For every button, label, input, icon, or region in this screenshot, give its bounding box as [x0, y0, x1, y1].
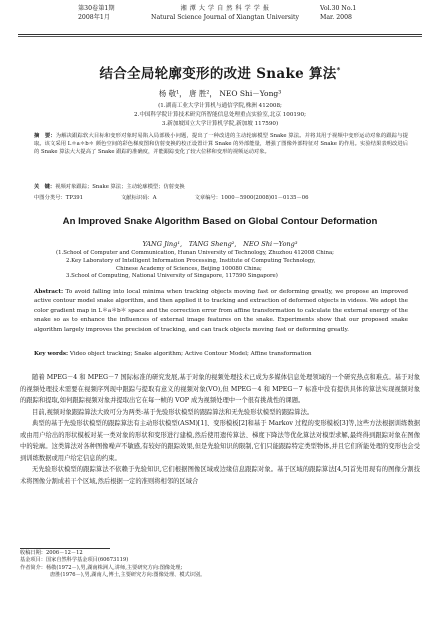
footnote-rule: [20, 548, 110, 549]
header-vol-en: Vol.30 No.1: [320, 5, 357, 12]
cn-abstract-label: 摘 要：: [34, 133, 56, 139]
en-authors: YANG Jing¹, TANG Sheng², NEO Shi－Yong³: [142, 240, 298, 248]
cn-title-footnote-mark: *: [336, 65, 341, 75]
article-number: 文章编号：1000－5900(2008)01－0135－06: [194, 195, 309, 201]
body-paragraph-3: 典型的基于先验形状模型的跟踪算法有主动形状模型(ASM)[1]、变形模板[2]和基于 Markov 过程的变形模板[3]等,这些方法根据训练数据或由用户给出的形状模板对某一类对象的形状和变形进行建模,然后使用遗传算法、梯度下降法等优化算法对模型求解,最终得到跟踪对象在图像中的轮廓。这类算法对各种图像噪声不敏感,有较好的跟踪效果,但是先验知识的限制,它们只能跟踪特定类型物体,并且它们所能处理的变形也会受到训练数据或用户给定信息的约束。: [20, 420, 420, 462]
clc-number: 中图分类号：TP391: [34, 195, 83, 201]
cn-affiliation-2: 2.中国科学院计算技术研究所智能信息处理重点实验室,北京 100190;: [134, 112, 306, 118]
cn-abstract: [34, 132, 408, 157]
cn-title: [0, 62, 440, 82]
header-rule-thin: [18, 36, 422, 37]
doc-code: 文献标识码：A: [121, 195, 157, 201]
header-right: [320, 4, 400, 22]
en-affiliation-2b: Chinese Academy of Sciences, Beijing 100080 China;: [116, 265, 262, 272]
en-abstract-text: To avoid falling into local minima when tracking objects moving fast or deforming greatly, we propose an improved active contour model snake algorithm, and then applied it to tracking and extraction of deformed objects in videos. We adopt the color gradient map in L＊a＊b＊ space and the correction error from affine transformation to calculate the external energy of the snake so as to enhance the influences of external image features on the snake. Experiments show that our proposed snake algorithm largely improves the precision of tracking, and can track objects moving fast or deforming greatly.: [34, 289, 408, 333]
cn-abstract-text: 为解决跟踪软大目标和变形对象时易陷入局部极小问题，提出了一种改进的主动轮廓模型 Snake 算法。并将其用于视频中变形运动对象的跟踪与提取。该文采用 L＊a＊b＊ 颜色空间的彩色梯度图和仿射变换的校正设置计算 Snake 的外部能量，增强了图像外部特征对 Snake 的作用。实验结果表明改进后的 Snake 算法大大提高了 Snake 跟踪的准确度，并能跟踪变化了较大位移和变形的视频运动对象。: [34, 133, 408, 156]
running-header: [0, 4, 440, 38]
en-keywords-label: Key words:: [34, 351, 69, 357]
footnote-received: 收稿日期：2006－12－12: [20, 550, 83, 556]
en-keywords: [34, 350, 408, 359]
en-abstract-label: Abstract:: [34, 289, 64, 295]
body-paragraph-2: 目前,视频对象跟踪算法大致可分为两类:基于先验形状模型的跟踪算法和无先验形状模型的跟踪算法。: [32, 408, 314, 416]
cn-affiliation-1: (1.湖南工业大学计算机与通信学院,株洲 412008;: [158, 103, 282, 109]
header-rule: [18, 34, 422, 35]
header-date-cn: 2008年1月: [78, 14, 111, 21]
journal-name-en: Natural Science Journal of Xiangtan University: [151, 14, 299, 21]
body-paragraph-1: 随着 MPEG－4 和 MPEG－7 国际标准的研究发展,基于对象的视频处理技术已成为多媒体信息处理领域的一个研究热点和难点。基于对象的视频处理技术需要在视频序列现中跟踪与提取有意义的视频对象(VO),但 MPEG－4 和 MPEG－7 标准中没有提供具体的算法实现视频对象的跟踪和提取,如何跟踪视频对象并提取出它在每一帧的 VOP 成为视频处理中一个很有挑战性的课题。: [20, 374, 420, 404]
en-title: An Improved Snake Algorithm Based on Global Contour Deformation: [62, 216, 378, 227]
en-affiliation-2: 2.Key Laboratory of Intelligent Information Processing, Institute of Computing Technology,: [66, 257, 316, 264]
cn-title-text: 结合全局轮廓变形的改进 Snake 算法: [99, 66, 337, 82]
footnote-funding: 基金项目：国家自然科学基金项目(60673119): [20, 557, 129, 564]
footnote-author-1: 作者简介：杨敬(1972－),男,湖南株洲人,讲师,主要研究方向:图像处理;: [20, 564, 183, 571]
body-paragraph-4: 无先验形状模型的跟踪算法不依赖于先验知识,它们根据图像区域或边缘信息跟踪对象。基于区域的跟踪算法[4,5]首先用现有的图像分割技术将图像分割成若干个区域,然后根据一定的准则将相邻的区域合: [20, 466, 420, 485]
en-affiliation-3: 3.School of Computing, National University of Singapore, 117590 Singapore): [66, 273, 278, 280]
cn-keywords-label: 关 键：: [34, 184, 56, 190]
cn-keywords-text: 视频对象跟踪；Snake 算法；主动轮廓模型；仿射变换: [55, 184, 185, 190]
cn-affiliation-3: 3.新加坡国立大学计算机学院,新加坡 117590): [161, 121, 279, 127]
header-left: [78, 4, 158, 22]
journal-name-cn: 湘 潭 大 学 自 然 科 学 学 报: [180, 5, 270, 12]
header-center: [150, 4, 300, 22]
header-date-en: Mar. 2008: [320, 14, 352, 21]
footnote-author-2: 唐胜(1976－),男,湖南人,博士,主要研究方向:图像处理、模式识别。: [50, 572, 206, 579]
en-abstract: [34, 288, 408, 335]
cn-keywords: [34, 183, 408, 191]
header-volume: 第30卷第1期: [78, 5, 115, 12]
en-affiliation-1: (1.School of Computer and Communication, Hunan University of Technology, Zhuzhou 412008 China;: [56, 250, 335, 256]
footnotes: [20, 550, 420, 580]
classification-codes: [34, 194, 408, 202]
cn-authors: 杨 敬¹， 唐 胜²， NEO Shi－Yong³: [158, 89, 282, 98]
en-keywords-text: Video object tracking; Snake algorithm; Active Contour Model; Affine transformation: [69, 351, 312, 357]
body-text: [20, 372, 420, 487]
en-affiliations: [56, 250, 396, 281]
